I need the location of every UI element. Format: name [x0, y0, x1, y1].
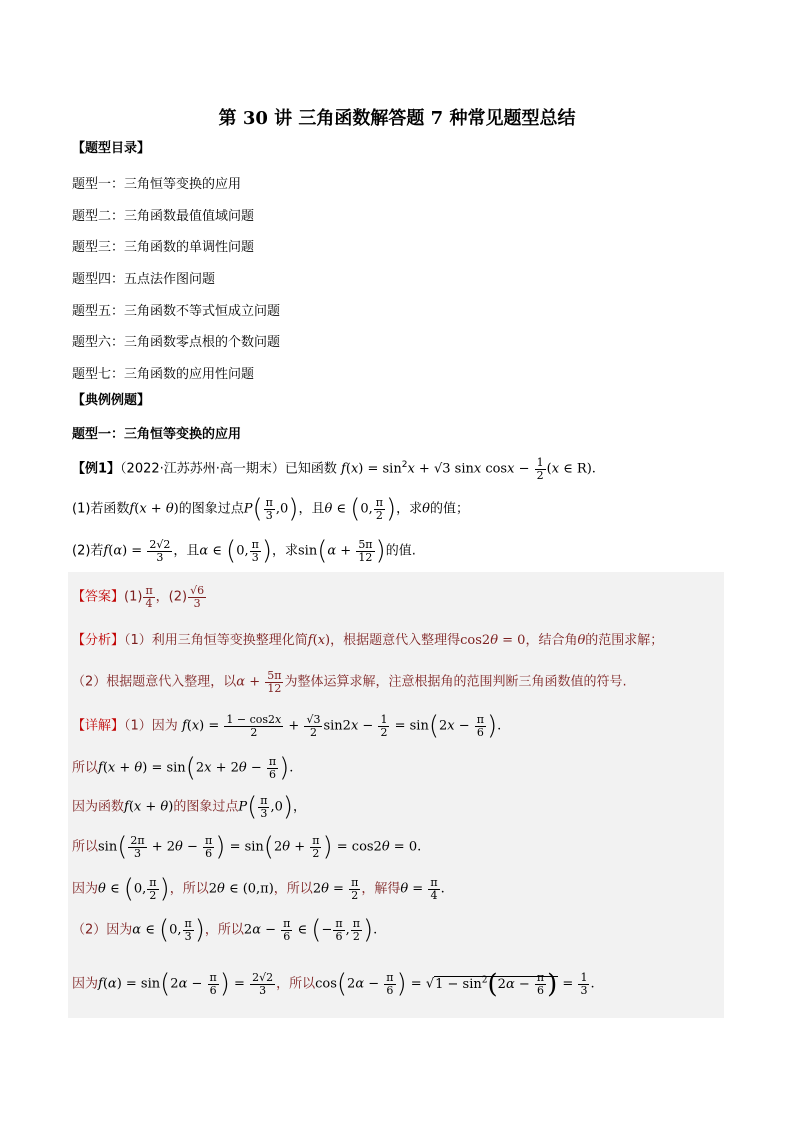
page-title: 第 30 讲 三角函数解答题 7 种常见题型总结 — [218, 108, 576, 129]
detail-line-6: （2）因为α ∈ (0, $\frac{\pi}{3}$ )，所以2α − $\frac{\pi}{6}$ ∈ (− $\frac{\pi}{6}$ , $\frac{\pi}{2}$ ). — [72, 915, 378, 945]
toc-item: 题型三：三角函数的单调性问题 — [72, 240, 255, 255]
analysis-line-1: 【分析】（1）利用三角恒等变换整理化简f(x)，根据题意代入整理得cos2θ = 0，结合角θ的范围求解； — [72, 633, 664, 648]
detail-line-3: 因为函数f(x + θ)的图象过点P( $\frac{\pi}{3}$ ,0)， — [72, 792, 307, 822]
toc-heading: 【题型目录】 — [72, 141, 151, 156]
analysis-line-2: （2）根据题意代入整理，以α + $\frac{5\pi}{12}$ 为整体运算求解，注意根据角的范围判断三角函数值的符号. — [72, 669, 627, 695]
detail-line-2: 所以f(x + θ) = sin(2x + 2θ − $\frac{\pi}{6}$ ). — [72, 753, 294, 783]
detail-tag: 【详解】 — [72, 718, 125, 734]
detail-line-5: 因为θ ∈ (0, $\frac{\pi}{2}$ )，所以2θ ∈ (0,π)，所以2θ = $\frac{\pi}{2}$ ，解得θ = $\frac{\pi}{4}$ . — [72, 874, 445, 904]
analysis-tag: 【分析】 — [72, 633, 125, 648]
example-statement: 【例1】（2022·江苏苏州·高一期末）已知函数 $f(x) = \sin^2x + √3$ sinx cosx − $\frac{1}{2}$ (x ∈ R). — [72, 456, 596, 482]
toc-item: 题型一：三角恒等变换的应用 — [72, 177, 242, 192]
detail-line-7: 因为f(α) = sin(2α − $\frac{\pi}{6}$ ) = $\frac{2√2}{3}$ ，所以cos(2α − $\frac{\pi}{6}$ ) = $√1 - \sin^2(2\alpha$ − $\frac{\pi}{6}$ ) = $\frac{1}{3}$ . — [72, 969, 595, 999]
example-source: （2022·江苏苏州·高一期末）已知函数 — [120, 461, 337, 477]
examples-heading: 【典例例题】 — [72, 393, 151, 408]
toc-item: 题型二：三角函数最值值域问题 — [72, 209, 255, 224]
toc-item: 题型五：三角函数不等式恒成立问题 — [72, 304, 281, 319]
toc-item: 题型四：五点法作图问题 — [72, 272, 216, 287]
example-tag: 【例1】 — [72, 461, 121, 477]
detail-line-4: 所以sin( $\frac{2\pi}{3}$ + 2θ − $\frac{\pi}{6}$ ) = sin(2θ + $\frac{\pi}{2}$ ) = cos2θ = 0. — [72, 832, 422, 862]
answer-line: 【答案】(1) $\frac{\pi}{4}$ ，(2) $\frac{√6}{3}$ — [72, 584, 205, 610]
question-1: (1)若函数f(x + θ)的图象过点P( $\frac{\pi}{3}$ ,0)，且θ ∈ (0, $\frac{\pi}{2}$ )，求θ的值； — [72, 494, 469, 524]
answer-tag: 【答案】 — [72, 589, 125, 605]
toc-item: 题型七：三角函数的应用性问题 — [72, 367, 255, 382]
section-heading: 题型一：三角恒等变换的应用 — [72, 427, 242, 442]
question-2: (2)若f(α) = $\frac{2√2}{3}$ ，且α ∈ (0, $\frac{\pi}{3}$ )，求sin(α + $\frac{5\pi}{12}$ )的值. — [72, 536, 416, 566]
detail-line-1: 【详解】（1）因为 f(x) = $\frac{1 - \cos 2x}{2}$ + $\frac{√3}{2}$ sin2x − $\frac{1}{2}$ = sin(2x − $\frac{\pi}{6}$ ). — [72, 711, 502, 741]
toc-item: 题型六：三角函数零点根的个数问题 — [72, 335, 281, 350]
